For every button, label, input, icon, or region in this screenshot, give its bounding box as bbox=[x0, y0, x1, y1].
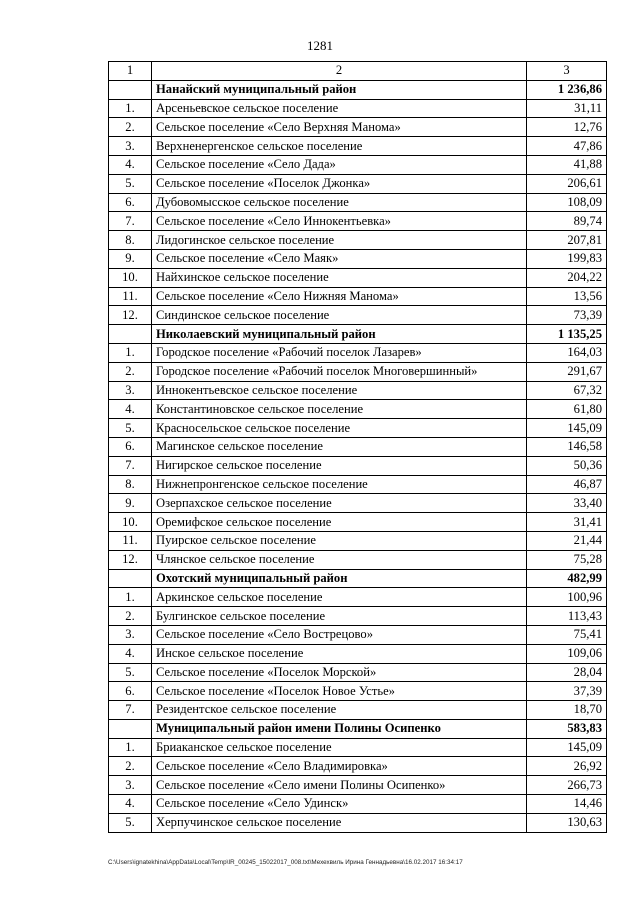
table-row bbox=[109, 381, 607, 400]
row-number: 9. bbox=[109, 494, 152, 513]
settlement-name: Аркинское сельское поселение bbox=[152, 588, 527, 607]
table-row bbox=[109, 268, 607, 287]
table-row bbox=[109, 531, 607, 550]
row-number: 4. bbox=[109, 795, 152, 814]
settlement-name: Нигирское сельское поселение bbox=[152, 456, 527, 475]
table-row bbox=[109, 813, 607, 832]
settlement-value: 130,63 bbox=[527, 813, 607, 832]
settlement-value: 204,22 bbox=[527, 268, 607, 287]
settlement-name: Сельское поселение «Село Верхняя Манома» bbox=[152, 118, 527, 137]
settlement-name: Сельское поселение «Село Владимировка» bbox=[152, 757, 527, 776]
table-row bbox=[109, 306, 607, 325]
settlement-name: Оремифское сельское поселение bbox=[152, 513, 527, 532]
district-total: 1 236,86 bbox=[527, 80, 607, 99]
settlement-name: Сельское поселение «Село Нижняя Манома» bbox=[152, 287, 527, 306]
table-row bbox=[109, 513, 607, 532]
district-number-cell bbox=[109, 325, 152, 344]
settlement-name: Сельское поселение «Село имени Полины Осипенко» bbox=[152, 776, 527, 795]
row-number: 6. bbox=[109, 682, 152, 701]
settlement-value: 47,86 bbox=[527, 137, 607, 156]
row-number: 5. bbox=[109, 663, 152, 682]
table-row bbox=[109, 494, 607, 513]
row-number: 7. bbox=[109, 212, 152, 231]
settlement-name: Озерпахское сельское поселение bbox=[152, 494, 527, 513]
table-header-row bbox=[109, 62, 607, 81]
table-row bbox=[109, 607, 607, 626]
table-row bbox=[109, 625, 607, 644]
settlement-name: Херпучинское сельское поселение bbox=[152, 813, 527, 832]
settlement-name: Городское поселение «Рабочий поселок Лазарев» bbox=[152, 343, 527, 362]
row-number: 2. bbox=[109, 362, 152, 381]
settlement-value: 145,09 bbox=[527, 738, 607, 757]
table-row bbox=[109, 249, 607, 268]
table-row bbox=[109, 137, 607, 156]
table-row bbox=[109, 155, 607, 174]
settlement-value: 75,41 bbox=[527, 625, 607, 644]
table-row bbox=[109, 456, 607, 475]
settlement-value: 100,96 bbox=[527, 588, 607, 607]
settlement-value: 207,81 bbox=[527, 231, 607, 250]
row-number: 5. bbox=[109, 813, 152, 832]
row-number: 3. bbox=[109, 137, 152, 156]
row-number: 7. bbox=[109, 701, 152, 720]
row-number: 3. bbox=[109, 625, 152, 644]
column-header-1: 1 bbox=[109, 62, 152, 81]
settlement-value: 21,44 bbox=[527, 531, 607, 550]
settlement-value: 75,28 bbox=[527, 550, 607, 569]
table-row bbox=[109, 738, 607, 757]
district-name: Николаевский муниципальный район bbox=[152, 325, 527, 344]
table-row bbox=[109, 99, 607, 118]
settlement-value: 73,39 bbox=[527, 306, 607, 325]
district-number-cell bbox=[109, 80, 152, 99]
table-row bbox=[109, 231, 607, 250]
settlement-value: 33,40 bbox=[527, 494, 607, 513]
table-row bbox=[109, 212, 607, 231]
table-row bbox=[109, 362, 607, 381]
district-total: 1 135,25 bbox=[527, 325, 607, 344]
table-row bbox=[109, 644, 607, 663]
table-row bbox=[109, 682, 607, 701]
settlement-value: 28,04 bbox=[527, 663, 607, 682]
row-number: 4. bbox=[109, 644, 152, 663]
row-number: 12. bbox=[109, 550, 152, 569]
table-row bbox=[109, 118, 607, 137]
district-row bbox=[109, 719, 607, 738]
settlement-value: 146,58 bbox=[527, 437, 607, 456]
settlement-value: 61,80 bbox=[527, 400, 607, 419]
row-number: 9. bbox=[109, 249, 152, 268]
settlement-value: 41,88 bbox=[527, 155, 607, 174]
table-row bbox=[109, 174, 607, 193]
district-name: Охотский муниципальный район bbox=[152, 569, 527, 588]
page-number: 1281 bbox=[307, 38, 333, 53]
row-number: 5. bbox=[109, 419, 152, 438]
settlement-name: Резидентское сельское поселение bbox=[152, 701, 527, 720]
settlement-value: 164,03 bbox=[527, 343, 607, 362]
table-row bbox=[109, 795, 607, 814]
settlement-value: 108,09 bbox=[527, 193, 607, 212]
table-row bbox=[109, 419, 607, 438]
district-number-cell bbox=[109, 569, 152, 588]
district-number-cell bbox=[109, 719, 152, 738]
row-number: 6. bbox=[109, 193, 152, 212]
settlement-name: Бриаканское сельское поселение bbox=[152, 738, 527, 757]
district-name: Нанайский муниципальный район bbox=[152, 80, 527, 99]
settlement-value: 18,70 bbox=[527, 701, 607, 720]
settlement-name: Сельское поселение «Поселок Новое Устье» bbox=[152, 682, 527, 701]
settlement-value: 26,92 bbox=[527, 757, 607, 776]
settlement-value: 12,76 bbox=[527, 118, 607, 137]
settlement-value: 37,39 bbox=[527, 682, 607, 701]
settlement-name: Красносельское сельское поселение bbox=[152, 419, 527, 438]
settlement-value: 67,32 bbox=[527, 381, 607, 400]
district-total: 482,99 bbox=[527, 569, 607, 588]
table-row bbox=[109, 701, 607, 720]
settlement-value: 14,46 bbox=[527, 795, 607, 814]
row-number: 1. bbox=[109, 738, 152, 757]
settlement-name: Константиновское сельское поселение bbox=[152, 400, 527, 419]
settlement-name: Иннокентьевское сельское поселение bbox=[152, 381, 527, 400]
settlement-value: 50,36 bbox=[527, 456, 607, 475]
row-number: 2. bbox=[109, 607, 152, 626]
row-number: 4. bbox=[109, 400, 152, 419]
settlement-name: Сельское поселение «Село Удинск» bbox=[152, 795, 527, 814]
row-number: 10. bbox=[109, 513, 152, 532]
settlement-value: 113,43 bbox=[527, 607, 607, 626]
row-number: 1. bbox=[109, 99, 152, 118]
row-number: 12. bbox=[109, 306, 152, 325]
settlement-name: Нижнепронгенское сельское поселение bbox=[152, 475, 527, 494]
row-number: 1. bbox=[109, 343, 152, 362]
settlement-name: Сельское поселение «Поселок Джонка» bbox=[152, 174, 527, 193]
settlement-value: 13,56 bbox=[527, 287, 607, 306]
district-total: 583,83 bbox=[527, 719, 607, 738]
row-number: 3. bbox=[109, 776, 152, 795]
settlement-name: Городское поселение «Рабочий поселок Многовершинный» bbox=[152, 362, 527, 381]
row-number: 11. bbox=[109, 531, 152, 550]
table-row bbox=[109, 193, 607, 212]
settlement-value: 199,83 bbox=[527, 249, 607, 268]
column-header-2: 2 bbox=[152, 62, 527, 81]
settlement-name: Сельское поселение «Село Дада» bbox=[152, 155, 527, 174]
table-row bbox=[109, 343, 607, 362]
district-row bbox=[109, 80, 607, 99]
row-number: 1. bbox=[109, 588, 152, 607]
row-number: 6. bbox=[109, 437, 152, 456]
settlement-value: 291,67 bbox=[527, 362, 607, 381]
settlement-value: 89,74 bbox=[527, 212, 607, 231]
table-row bbox=[109, 588, 607, 607]
column-header-3: 3 bbox=[527, 62, 607, 81]
settlement-name: Дубовомысское сельское поселение bbox=[152, 193, 527, 212]
settlement-name: Члянское сельское поселение bbox=[152, 550, 527, 569]
settlement-name: Синдинское сельское поселение bbox=[152, 306, 527, 325]
row-number: 2. bbox=[109, 757, 152, 776]
settlement-value: 206,61 bbox=[527, 174, 607, 193]
settlement-name: Сельское поселение «Поселок Морской» bbox=[152, 663, 527, 682]
row-number: 7. bbox=[109, 456, 152, 475]
table-row bbox=[109, 776, 607, 795]
table-row bbox=[109, 475, 607, 494]
settlement-value: 145,09 bbox=[527, 419, 607, 438]
settlement-name: Найхинское сельское поселение bbox=[152, 268, 527, 287]
row-number: 3. bbox=[109, 381, 152, 400]
table-row bbox=[109, 437, 607, 456]
settlement-name: Сельское поселение «Село Маяк» bbox=[152, 249, 527, 268]
settlement-value: 46,87 bbox=[527, 475, 607, 494]
table-row bbox=[109, 550, 607, 569]
district-row bbox=[109, 569, 607, 588]
settlement-name: Магинское сельское поселение bbox=[152, 437, 527, 456]
settlements-table bbox=[108, 61, 607, 833]
settlement-value: 266,73 bbox=[527, 776, 607, 795]
row-number: 4. bbox=[109, 155, 152, 174]
settlement-value: 31,11 bbox=[527, 99, 607, 118]
settlement-name: Лидогинское сельское поселение bbox=[152, 231, 527, 250]
row-number: 8. bbox=[109, 231, 152, 250]
settlement-name: Сельское поселение «Село Иннокентьевка» bbox=[152, 212, 527, 231]
district-row bbox=[109, 325, 607, 344]
settlement-value: 31,41 bbox=[527, 513, 607, 532]
table-row bbox=[109, 400, 607, 419]
settlement-name: Булгинское сельское поселение bbox=[152, 607, 527, 626]
settlement-name: Пуирское сельское поселение bbox=[152, 531, 527, 550]
settlement-name: Верхненергенское сельское поселение bbox=[152, 137, 527, 156]
district-name: Муниципальный район имени Полины Осипенко bbox=[152, 719, 527, 738]
row-number: 5. bbox=[109, 174, 152, 193]
settlement-value: 109,06 bbox=[527, 644, 607, 663]
row-number: 10. bbox=[109, 268, 152, 287]
table-row bbox=[109, 287, 607, 306]
row-number: 11. bbox=[109, 287, 152, 306]
settlement-name: Инское сельское поселение bbox=[152, 644, 527, 663]
footer-file-path: C:\Users\ignatekhina\AppData\Local\Temp\IR_00245_15022017_008.txt\Мехехвиль Ирина Геннадьевна\16.02.2017 16:34:17 bbox=[108, 859, 463, 866]
row-number: 8. bbox=[109, 475, 152, 494]
table-row bbox=[109, 757, 607, 776]
row-number: 2. bbox=[109, 118, 152, 137]
table-row bbox=[109, 663, 607, 682]
settlement-name: Арсеньевское сельское поселение bbox=[152, 99, 527, 118]
settlement-name: Сельское поселение «Село Вострецово» bbox=[152, 625, 527, 644]
